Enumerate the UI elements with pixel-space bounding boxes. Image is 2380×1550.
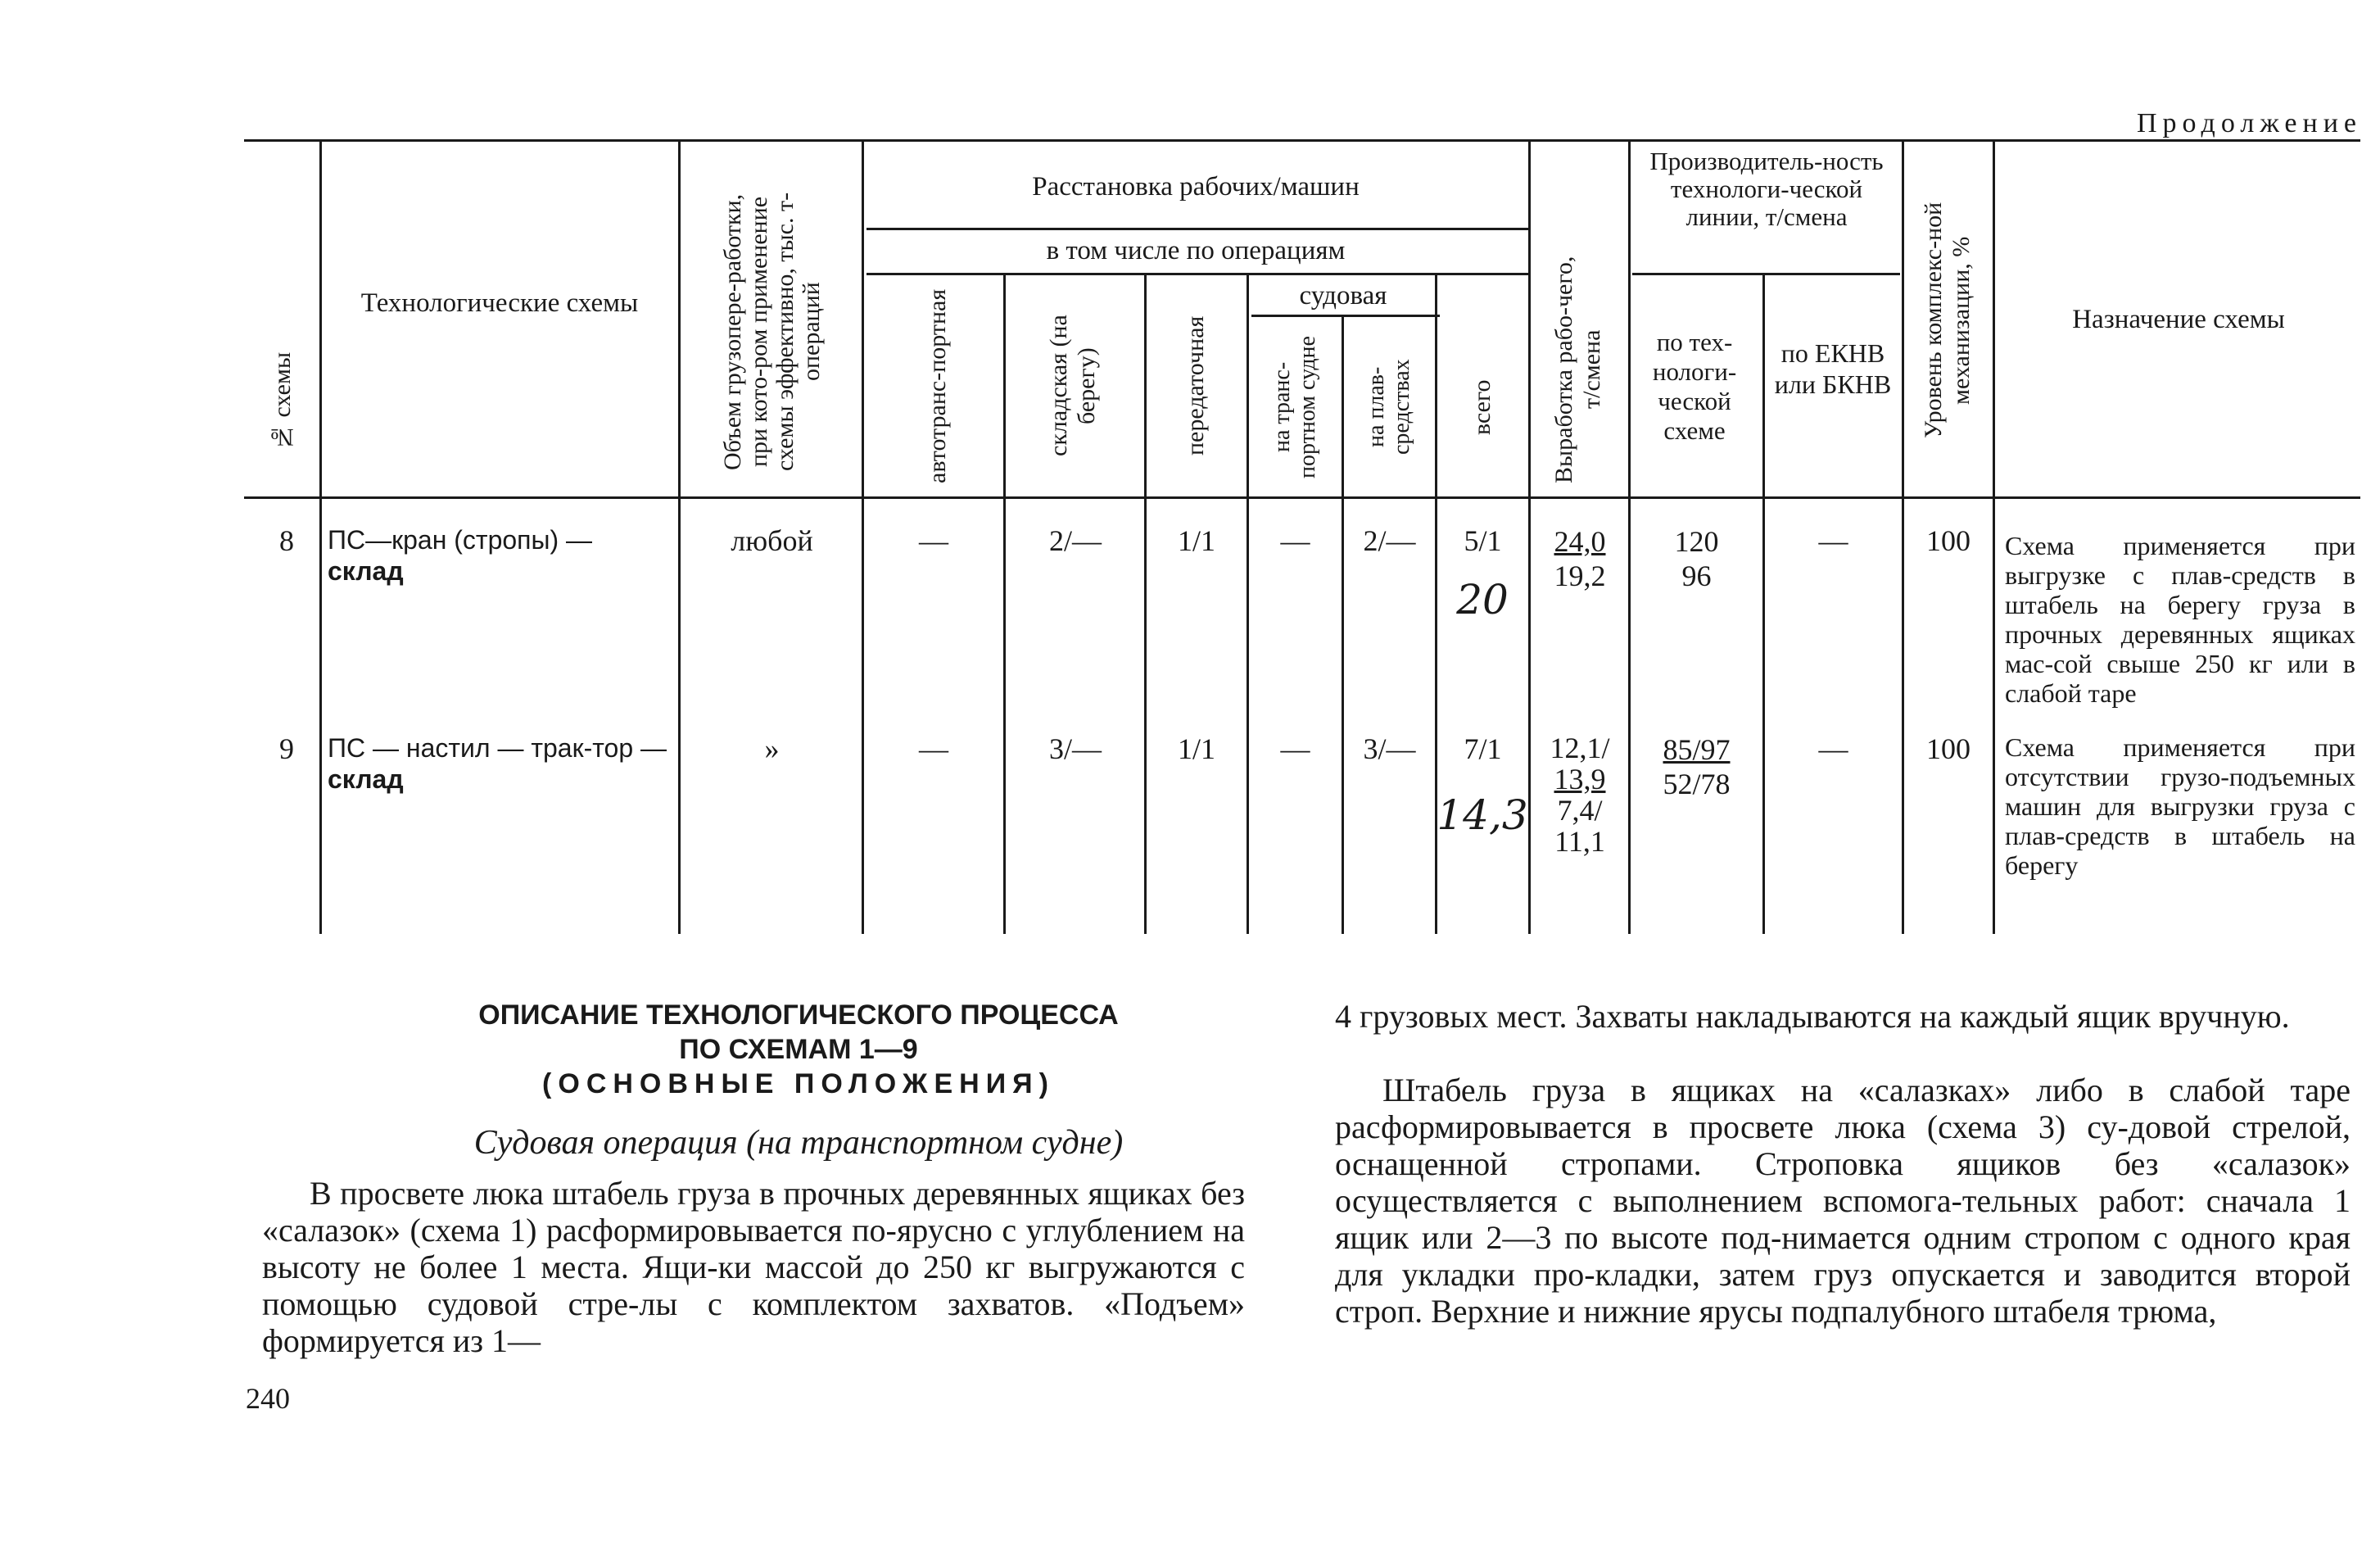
heading-line: ОПИСАНИЕ ТЕХНОЛОГИЧЕСКОГО ПРОЦЕССА — [478, 999, 1119, 1031]
row-on-vessel: — — [1280, 524, 1310, 557]
header-total: всего — [1468, 379, 1495, 435]
row-total: 5/1 — [1464, 524, 1502, 557]
row-by-ekhv: — — [1818, 524, 1848, 557]
by-scheme-value: 120 — [1674, 525, 1719, 558]
heading-line: (ОСНОВНЫЕ ПОЛОЖЕНИЯ) — [542, 1068, 1055, 1099]
row-volume: любой — [731, 524, 813, 557]
paragraph-left — [262, 1175, 1245, 1359]
by-scheme-value: 96 — [1681, 560, 1712, 592]
continuation-label: Продолжение — [2136, 108, 2362, 138]
row-purpose: Схема применяется при отсутствии грузо-подъемных машин для выгрузки груза с плав-средств в штабель на берегу — [2005, 732, 2355, 880]
scheme-bold-text: склад — [328, 556, 404, 586]
row-purpose: Схема применяется при выгрузке с плав-средств в штабель на берегу груза в прочных деревянных ящиках мас-сой свыше 250 кг или в слабой таре — [2005, 531, 2355, 708]
header-by-ekhv: по ЕКНВ или БКНВ — [1774, 338, 1892, 399]
row-scheme — [328, 732, 672, 795]
page-number: 240 — [246, 1382, 290, 1415]
productivity-rule — [1632, 273, 1900, 275]
row-by-scheme — [1631, 732, 1762, 801]
handwritten-note: 20 — [1456, 576, 1509, 623]
paragraph-text: В просвете люка штабель груза в прочных деревянных ящиках без «салазок» (схема 1) расформировывается по-ярусно с углублением на высоту не более 1 места. Ящи-ки массой до 250 кг выгружаются с помощью судовой стре-лы с комплектом захватов. «Подъем» формируется из 1— — [262, 1175, 1245, 1359]
row-on-floating: 3/— — [1363, 732, 1416, 765]
row-volume: » — [764, 732, 780, 765]
header-placement: Расстановка рабочих/машин — [1032, 172, 1360, 202]
row-by-ekhv: — — [1818, 732, 1848, 765]
output-value: 24,0 — [1554, 525, 1606, 558]
row-warehouse: 3/— — [1048, 732, 1102, 765]
row-number: 9 — [279, 732, 294, 765]
header-on-vessel: на транс-портном судне — [1269, 336, 1320, 478]
section-heading — [328, 998, 1269, 1101]
header-mech-level: Уровень комплекс-ной механизации, % — [1920, 202, 1975, 439]
by-scheme-value: 85/97 — [1663, 733, 1731, 766]
header-productivity: Производитель-ность технологи-ческой линии, т/смена — [1649, 147, 1884, 231]
table-top-rule — [244, 139, 2360, 142]
subheading: Судовая операция (на транспортном судне) — [473, 1124, 1124, 1162]
row-on-vessel: — — [1280, 732, 1310, 765]
ship-rule — [1251, 315, 1440, 317]
header-tech-schemes: Технологические схемы — [360, 288, 639, 318]
col-rule — [1144, 275, 1147, 934]
header-auto: автотранс-портная — [924, 288, 951, 483]
paragraph-right-2 — [1335, 1072, 2351, 1330]
output-value: 12,1/ — [1550, 732, 1610, 764]
row-transfer: 1/1 — [1177, 732, 1215, 765]
paragraph-right-1: 4 грузовых мест. Захваты накладываются на каждый ящик вручную. — [1335, 998, 2290, 1035]
row-scheme — [328, 524, 672, 587]
row-on-floating: 2/— — [1363, 524, 1416, 557]
row-auto: — — [919, 524, 948, 557]
header-by-scheme: по тех-нологи-ческой схеме — [1652, 328, 1737, 445]
output-value: 13,9 — [1554, 763, 1606, 795]
row-by-scheme — [1631, 524, 1762, 593]
by-scheme-value: 52/78 — [1663, 768, 1731, 800]
row-output — [1532, 524, 1628, 593]
col-rule — [1993, 141, 1995, 934]
header-purpose: Назначение схемы — [2072, 305, 2285, 334]
scheme-text: ПС—кран (стропы) — — [328, 525, 593, 555]
header-scheme-no: № схемы — [269, 351, 296, 451]
header-warehouse: складская (на берегу) — [1045, 315, 1100, 457]
header-incl-ops: в том числе по операциям — [1046, 236, 1346, 265]
row-mech-level: 100 — [1926, 524, 1971, 557]
col-rule — [1342, 316, 1344, 934]
header-volume: Объем грузопере-работки, при кото-ром применение схемы эффективно, тыс. т-операций — [719, 192, 825, 472]
scheme-text: ПС — настил — трак-тор — — [328, 733, 667, 763]
row-auto: — — [919, 732, 948, 765]
scheme-bold-text: склад — [328, 764, 404, 794]
col-rule — [1762, 275, 1765, 934]
ops-rule — [866, 228, 1528, 230]
output-value: 19,2 — [1554, 560, 1606, 592]
paragraph-text: Штабель груза в ящиках на «салазках» либо в слабой таре расформировывается в просвете люка (схема 3) су-довой стрелой, оснащенной стропами. Строповка ящиков без «салазок» осуществляется с выполнением вспомога-тельных работ: сначала 1 ящик или 2—3 по высоте под-нимается одним стропом с одного края для укладки про-кладки, затем груз опускается и заводится второй строп. Верхние и нижние ярусы подпалубного штабеля трюма, — [1335, 1072, 2351, 1330]
header-on-floating: на плав-средствах — [1364, 359, 1414, 455]
output-value: 7,4/ — [1557, 794, 1603, 827]
col-rule — [1003, 275, 1006, 934]
row-output — [1532, 732, 1628, 857]
row-total: 7/1 — [1464, 732, 1502, 765]
row-number: 8 — [279, 524, 294, 557]
col-rule — [319, 141, 322, 934]
heading-line: ПО СХЕМАМ 1—9 — [679, 1034, 918, 1065]
row-transfer: 1/1 — [1177, 524, 1215, 557]
row-warehouse: 2/— — [1048, 524, 1102, 557]
handwritten-note: 14,3 — [1437, 791, 1528, 839]
output-value: 11,1 — [1554, 825, 1605, 858]
header-bottom-rule — [244, 496, 2360, 499]
subops-rule — [866, 273, 1528, 275]
header-transfer: передаточная — [1182, 315, 1209, 456]
header-ship: судовая — [1299, 281, 1387, 310]
header-output: Выработка рабо-чего, т/смена — [1550, 256, 1605, 483]
row-mech-level: 100 — [1926, 732, 1971, 765]
col-rule — [678, 141, 681, 934]
